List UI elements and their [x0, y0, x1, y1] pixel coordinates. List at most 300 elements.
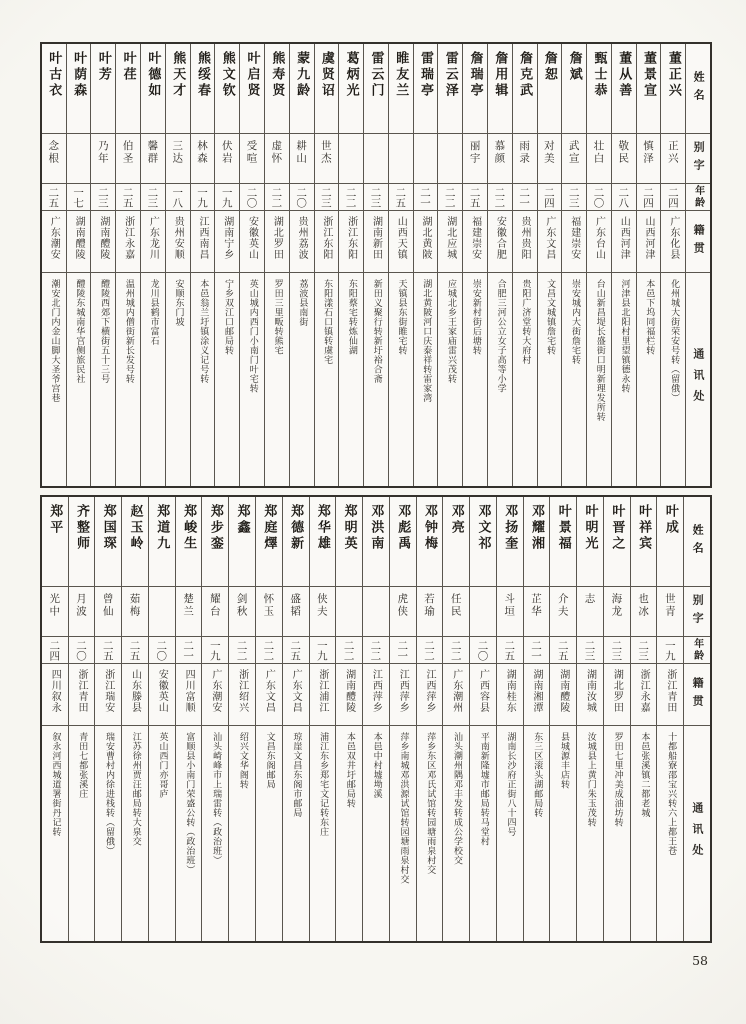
entry-column	[442, 497, 469, 941]
entry-age: 二三	[315, 184, 339, 211]
entry-age: 二五	[463, 184, 487, 211]
entry-zi: 乃年	[91, 134, 115, 184]
entry-address: 湖南长沙府正街八十四号	[505, 732, 516, 837]
entry-address: 本邑双井圩邮局转	[344, 732, 355, 808]
entry-zi	[438, 134, 462, 184]
entry-age: 二五	[95, 637, 121, 664]
entry-name: 郑德新	[283, 497, 309, 587]
entry-name: 齐整师	[69, 497, 95, 587]
entry-native: 湖南汝城	[577, 664, 603, 726]
entry-age: 一七	[67, 184, 91, 211]
entry-zi: 月波	[69, 587, 95, 637]
entry-native: 广东潮安	[202, 664, 228, 726]
entry-name: 邓钟梅	[417, 497, 443, 587]
entry-zi: 任民	[443, 587, 469, 637]
entry-address: 本邑中村墟坳溪	[371, 732, 382, 799]
entry-name: 虞贤诏	[315, 44, 339, 134]
header-age-label: 年龄	[686, 184, 710, 211]
entry-column	[239, 44, 264, 486]
entry-zi: 怀玉	[256, 587, 282, 637]
entry-address: 琼崖文昌东阁市邮局	[291, 732, 302, 818]
entry-age: 一九	[202, 637, 228, 664]
entry-name: 叶成	[657, 497, 683, 587]
entry-zi: 慎泽	[637, 134, 661, 184]
entry-zi: 世青	[657, 587, 683, 637]
entry-age: 二五	[283, 637, 309, 664]
entry-zi: 耀台	[202, 587, 228, 637]
entry-name: 邓彪禹	[390, 497, 416, 587]
entry-zi	[149, 587, 175, 637]
entry-native: 浙江绍兴	[229, 664, 255, 726]
entry-age: 二五	[122, 637, 148, 664]
entry-zi: 志	[577, 587, 603, 637]
entry-zi: 受喧	[240, 134, 264, 184]
entry-name: 叶晋之	[604, 497, 630, 587]
entry-column	[228, 497, 255, 941]
entry-column	[264, 44, 289, 486]
entry-zi: 若瑜	[417, 587, 443, 637]
entry-zi	[67, 134, 91, 184]
entry-column	[314, 44, 339, 486]
entry-name: 熊文钦	[215, 44, 239, 134]
entry-column	[282, 497, 309, 941]
entry-name: 詹瑞亭	[463, 44, 487, 134]
entry-name: 赵玉岭	[122, 497, 148, 587]
entry-native: 湖南醴陵	[67, 211, 91, 273]
entry-name: 甄士恭	[587, 44, 611, 134]
entry-name: 邓耀湘	[524, 497, 550, 587]
entry-column	[42, 44, 66, 486]
entry-address: 文昌东阁邮局	[264, 732, 275, 789]
entry-age: 二五	[116, 184, 140, 211]
entry-column	[549, 497, 576, 941]
entry-native: 湖南醴陵	[336, 664, 362, 726]
entry-age: 一九	[191, 184, 215, 211]
entry-name: 叶德如	[141, 44, 165, 134]
entry-address: 萍乡南城邓洪源试馆转园塘雨泉村交	[398, 732, 409, 884]
entry-native: 广东台山	[587, 211, 611, 273]
header-zi-label: 别字	[684, 587, 710, 637]
entry-age: 二四	[538, 184, 562, 211]
entry-address: 叙永河西城道署街丹记转	[50, 732, 61, 837]
entry-native: 湖北罗田	[604, 664, 630, 726]
directory-section-top	[40, 42, 712, 488]
entry-column	[469, 497, 496, 941]
entry-column	[90, 44, 115, 486]
entry-native: 山西河津	[612, 211, 636, 273]
entry-native: 安徽英山	[240, 211, 264, 273]
entry-native: 湖南宁乡	[215, 211, 239, 273]
entry-name: 董正兴	[661, 44, 685, 134]
entry-name: 叶古衣	[42, 44, 66, 134]
entry-column	[523, 497, 550, 941]
entry-age: 二一	[414, 184, 438, 211]
entry-native: 贵州荔波	[290, 211, 314, 273]
entry-column	[255, 497, 282, 941]
entry-native: 浙江瑞安	[95, 664, 121, 726]
entry-column	[561, 44, 586, 486]
entry-zi	[364, 134, 388, 184]
entry-zi: 虚怀	[265, 134, 289, 184]
entry-address: 应城北乡王家庙雷兴茂转	[446, 279, 457, 384]
header-age-label: 年龄	[684, 637, 710, 664]
entry-native: 湖南桂东	[497, 664, 523, 726]
entry-age: 二〇	[69, 637, 95, 664]
header-name-label: 姓名	[686, 44, 710, 134]
entry-name: 董景宣	[637, 44, 661, 134]
entry-name: 熊寿贤	[265, 44, 289, 134]
entry-zi	[363, 587, 389, 637]
entry-name: 邓扬奎	[497, 497, 523, 587]
entry-age: 二一	[524, 637, 550, 664]
entry-native: 湖南醴陵	[91, 211, 115, 273]
entry-column	[389, 497, 416, 941]
entry-name: 郑庭燡	[256, 497, 282, 587]
entry-address: 绍兴文华阁转	[237, 732, 248, 789]
entry-zi	[336, 587, 362, 637]
header-native-label: 籍贯	[686, 211, 710, 273]
entry-column	[140, 44, 165, 486]
entry-name: 叶景福	[550, 497, 576, 587]
entry-column	[214, 44, 239, 486]
entry-address: 湖北黄陂河口庆泰祥转雷家湾	[421, 279, 432, 403]
entry-column	[68, 497, 95, 941]
entry-native: 浙江青田	[657, 664, 683, 726]
entry-column	[388, 44, 413, 486]
entry-native: 湖北黄陂	[414, 211, 438, 273]
entry-age: 二三	[91, 184, 115, 211]
entry-column	[94, 497, 121, 941]
entry-address: 东阳蔡宅转炼仙湖	[346, 279, 357, 355]
entry-zi: 曾仙	[95, 587, 121, 637]
entry-age: 二四	[661, 184, 685, 211]
entry-name: 雷云门	[364, 44, 388, 134]
entry-age: 二二	[363, 637, 389, 664]
entry-native: 湖南湘潭	[524, 664, 550, 726]
entry-age: 二一	[513, 184, 537, 211]
entry-name: 郑峻生	[176, 497, 202, 587]
entry-column	[175, 497, 202, 941]
entry-name: 邓文祁	[470, 497, 496, 587]
entry-name: 郑道九	[149, 497, 175, 587]
entry-column	[462, 44, 487, 486]
entry-address: 化州城大街荣安号转（留俄）	[669, 279, 680, 403]
entry-age: 二〇	[587, 184, 611, 211]
entry-name: 叶芳	[91, 44, 115, 134]
entry-native: 浙江浦江	[310, 664, 336, 726]
entry-name: 郑华雄	[310, 497, 336, 587]
entry-age: 二五	[497, 637, 523, 664]
entry-zi: 虎侠	[390, 587, 416, 637]
entry-address: 合肥三河公立女子高等小学	[495, 279, 506, 393]
entry-name: 董从善	[612, 44, 636, 134]
entry-address: 安顺东门坡	[173, 279, 184, 327]
entry-column	[603, 497, 630, 941]
entry-column	[363, 44, 388, 486]
entry-native: 广东潮州	[443, 664, 469, 726]
entry-zi: 介夫	[550, 587, 576, 637]
entry-address: 醴陵东城南华宫侧旅民社	[74, 279, 85, 384]
entry-column	[611, 44, 636, 486]
directory-table	[40, 42, 712, 943]
entry-address: 英山城内西门小南门叶宅转	[247, 279, 258, 393]
entry-native: 广东文昌	[283, 664, 309, 726]
entry-zi: 馨群	[141, 134, 165, 184]
entry-name: 詹用辑	[488, 44, 512, 134]
entry-column	[148, 497, 175, 941]
entry-address: 崇安城内大街詹宅转	[569, 279, 580, 365]
entry-age: 二二	[443, 637, 469, 664]
entry-address: 江苏徐州贾汪邮局转大泉交	[130, 732, 141, 846]
entry-age: 二二	[256, 637, 282, 664]
entry-address: 县城源丰店转	[559, 732, 570, 789]
entry-zi: 伯圣	[116, 134, 140, 184]
entry-column	[656, 497, 683, 941]
entry-age: 二〇	[149, 637, 175, 664]
entry-age: 二二	[265, 184, 289, 211]
entry-name: 詹斌	[562, 44, 586, 134]
entry-zi: 盛韬	[283, 587, 309, 637]
entry-column	[487, 44, 512, 486]
entry-age: 二二	[336, 637, 362, 664]
entry-zi: 斗垣	[497, 587, 523, 637]
entry-name: 叶祥宾	[631, 497, 657, 587]
entry-address: 醴陵西郊下横街五十三号	[99, 279, 110, 384]
entry-column	[413, 44, 438, 486]
entry-address: 文昌文城镇詹宅转	[545, 279, 556, 355]
entry-name: 叶荏	[116, 44, 140, 134]
entry-zi: 敬民	[612, 134, 636, 184]
entry-age: 二三	[577, 637, 603, 664]
entry-zi: 雨录	[513, 134, 537, 184]
entry-column	[496, 497, 523, 941]
entry-name: 郑步銮	[202, 497, 228, 587]
entry-name: 熊天才	[166, 44, 190, 134]
entry-column	[121, 497, 148, 941]
entry-native: 浙江永嘉	[631, 664, 657, 726]
entry-address: 新田义聚行转新圩裕合斋	[371, 279, 382, 384]
entry-column	[437, 44, 462, 486]
entry-address: 本邑张溪镇二都老城	[639, 732, 650, 818]
header-address-label: 通讯处	[690, 802, 704, 865]
entry-age: 一九	[215, 184, 239, 211]
header-zi-label: 别字	[686, 134, 710, 184]
entry-column	[660, 44, 685, 486]
entry-address: 荔波县南街	[297, 279, 308, 327]
entry-name: 詹克武	[513, 44, 537, 134]
entry-zi: 芷华	[524, 587, 550, 637]
entry-age: 二三	[562, 184, 586, 211]
entry-column	[115, 44, 140, 486]
entry-address: 宁乡双江口邮局转	[223, 279, 234, 355]
entry-column	[630, 497, 657, 941]
entry-native: 广东潮安	[42, 211, 66, 273]
entry-native: 山西天镇	[389, 211, 413, 273]
entry-native: 浙江东阳	[315, 211, 339, 273]
page-number: 58	[692, 953, 708, 968]
entry-name: 叶启贤	[240, 44, 264, 134]
entry-column	[165, 44, 190, 486]
entry-age: 二〇	[240, 184, 264, 211]
entry-zi: 世杰	[315, 134, 339, 184]
entry-column	[190, 44, 215, 486]
entry-address: 瑞安曹村内徐进栈转（留俄）	[104, 732, 115, 856]
entry-native: 湖北罗田	[265, 211, 289, 273]
entry-zi: 剑秋	[229, 587, 255, 637]
entry-age: 二三	[364, 184, 388, 211]
header-native-label: 籍贯	[684, 664, 710, 726]
entry-age: 二〇	[290, 184, 314, 211]
entry-native: 浙江青田	[69, 664, 95, 726]
entry-native: 江西萍乡	[417, 664, 443, 726]
entry-age: 二三	[631, 637, 657, 664]
entry-native: 浙江永嘉	[116, 211, 140, 273]
entry-age: 二二	[488, 184, 512, 211]
entry-zi: 海龙	[604, 587, 630, 637]
entry-column	[338, 44, 363, 486]
entry-native: 浙江东阳	[339, 211, 363, 273]
entry-address: 河津县北阳村里望镇德永转	[619, 279, 630, 393]
entry-address: 英山西门亦哥庐	[157, 732, 168, 799]
entry-address: 汝城县上黄门朱玉茂转	[585, 732, 596, 827]
entry-age: 二八	[612, 184, 636, 211]
entry-native: 江西南昌	[191, 211, 215, 273]
entry-name: 雷瑞亭	[414, 44, 438, 134]
entry-native: 广东文昌	[538, 211, 562, 273]
entry-column	[309, 497, 336, 941]
entry-native: 广东文昌	[256, 664, 282, 726]
entry-age: 二五	[42, 184, 66, 211]
entry-name: 邓亮	[443, 497, 469, 587]
entry-zi: 楚兰	[176, 587, 202, 637]
entry-column	[537, 44, 562, 486]
entry-column	[586, 44, 611, 486]
entry-zi: 茹梅	[122, 587, 148, 637]
entry-native: 贵州安顺	[166, 211, 190, 273]
entry-name: 叶明光	[577, 497, 603, 587]
entry-name: 邓洪南	[363, 497, 389, 587]
header-column	[683, 497, 710, 941]
entry-column	[335, 497, 362, 941]
entry-age: 二二	[438, 184, 462, 211]
entry-age: 二四	[637, 184, 661, 211]
entry-native: 山东滕县	[122, 664, 148, 726]
entry-zi: 林森	[191, 134, 215, 184]
entry-address: 浦江东乡郑宅文记转东庄	[318, 732, 329, 837]
entry-zi: 壮白	[587, 134, 611, 184]
entry-name: 郑鑫	[229, 497, 255, 587]
entry-native: 四川叙永	[42, 664, 68, 726]
entry-address: 萍乡东区邓氏试馆转园塘雨泉村交	[425, 732, 436, 875]
entry-age: 二五	[550, 637, 576, 664]
entry-address: 本邑下坞同福栏转	[644, 279, 655, 355]
entry-column	[66, 44, 91, 486]
entry-age: 一九	[657, 637, 683, 664]
entry-age: 二〇	[470, 637, 496, 664]
entry-zi: 慕颜	[488, 134, 512, 184]
entry-native: 江西萍乡	[363, 664, 389, 726]
entry-native: 广东化县	[661, 211, 685, 273]
entry-zi: 对美	[538, 134, 562, 184]
header-name-label: 姓名	[684, 497, 710, 587]
entry-column	[362, 497, 389, 941]
entry-age: 二二	[229, 637, 255, 664]
entry-address: 崇安新村街后塘转	[470, 279, 481, 355]
entry-address: 罗田七里冲美成油坊转	[612, 732, 623, 827]
entry-name: 睢友兰	[389, 44, 413, 134]
entry-address: 天镇县东街睢宅转	[396, 279, 407, 355]
entry-address: 汕头崎峰市上瑞雷转（政治班）	[211, 732, 222, 865]
directory-section-bottom	[40, 495, 712, 943]
entry-column	[289, 44, 314, 486]
entry-age: 一八	[166, 184, 190, 211]
entry-zi: 三达	[166, 134, 190, 184]
entry-address: 潮安北门内金山脚大圣爷宫巷	[49, 279, 60, 403]
entry-address: 东三区滚头湖邮局转	[532, 732, 543, 818]
entry-native: 广东龙川	[141, 211, 165, 273]
entry-age: 二五	[389, 184, 413, 211]
entry-age: 二二	[417, 637, 443, 664]
entry-zi: 光中	[42, 587, 68, 637]
entry-column	[512, 44, 537, 486]
entry-native: 湖南醴陵	[550, 664, 576, 726]
entry-zi	[339, 134, 363, 184]
entry-native: 贵州贵阳	[513, 211, 537, 273]
entry-address: 罗田三里畈转熊宅	[272, 279, 283, 355]
entry-address: 台山新昌堤长盛街口明新理发所转	[594, 279, 605, 422]
entry-native: 福建崇安	[463, 211, 487, 273]
entry-zi: 侠夫	[310, 587, 336, 637]
entry-age: 二一	[176, 637, 202, 664]
entry-address: 十都船寮邵宝兴转六上都王苍	[666, 732, 677, 856]
entry-address: 青田七都张溪庄	[77, 732, 88, 799]
entry-age: 二二	[339, 184, 363, 211]
entry-age: 二三	[604, 637, 630, 664]
entry-column	[201, 497, 228, 941]
entry-name: 熊绥春	[191, 44, 215, 134]
entry-zi: 伏岩	[215, 134, 239, 184]
entry-zi	[470, 587, 496, 637]
header-address-label: 通讯处	[691, 348, 705, 411]
entry-column	[636, 44, 661, 486]
entry-age: 二一	[390, 637, 416, 664]
entry-name: 郑国琛	[95, 497, 121, 587]
entry-age: 二四	[42, 637, 68, 664]
entry-native: 广西容县	[470, 664, 496, 726]
entry-column	[42, 497, 68, 941]
entry-name: 詹恕	[538, 44, 562, 134]
entry-address: 汕头潮州隅邓丰发转成公学校交	[451, 732, 462, 865]
entry-age: 二三	[141, 184, 165, 211]
entry-native: 江西萍乡	[390, 664, 416, 726]
entry-zi: 也冰	[631, 587, 657, 637]
entry-age: 一九	[310, 637, 336, 664]
entry-name: 蒙九龄	[290, 44, 314, 134]
entry-zi	[414, 134, 438, 184]
entry-address: 贵阳广济堂转大府村	[520, 279, 531, 365]
entry-address: 东阳漾石口镇转虞宅	[322, 279, 333, 365]
entry-native: 安徽合肥	[488, 211, 512, 273]
entry-native: 四川富顺	[176, 664, 202, 726]
entry-name: 郑平	[42, 497, 68, 587]
entry-native: 湖南新田	[364, 211, 388, 273]
entry-zi: 耕山	[290, 134, 314, 184]
entry-address: 本邑翁兰圩镇涂义记号转	[198, 279, 209, 384]
entry-address: 温州城内僧街新长发号转	[123, 279, 134, 384]
entry-column	[576, 497, 603, 941]
entry-zi: 正兴	[661, 134, 685, 184]
entry-address: 平南新隆墟市邮局转马堂村	[478, 732, 489, 846]
